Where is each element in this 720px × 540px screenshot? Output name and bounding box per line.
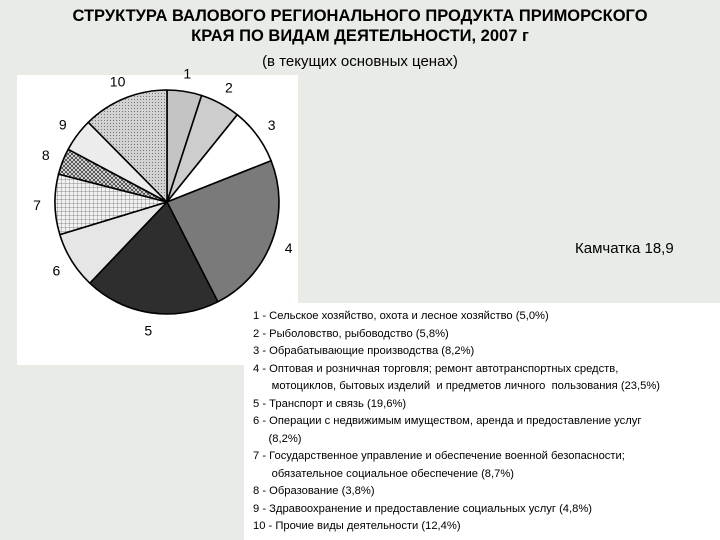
legend-item: 5 - Транспорт и связь (19,6%) — [253, 397, 407, 410]
chart-title — [0, 6, 720, 46]
legend-item: 3 - Обрабатывающие производства (8,2%) — [253, 345, 475, 357]
legend-item: 8 - Образование (3,8%) — [253, 485, 375, 497]
pie-label-10: 10 — [109, 73, 126, 90]
legend-item: 6 - Операции с недвижимым имуществом, аренда и предоставление услуг — [253, 415, 642, 427]
legend-item: (8,2%) — [253, 432, 302, 445]
pie-label-9: 9 — [58, 116, 67, 133]
pie-label-3: 3 — [267, 116, 276, 133]
legend-item: мотоциклов, бытовых изделий и предметов личного пользования (23,5%) — [253, 380, 661, 392]
chart-title-line-2: КРАЯ ПО ВИДАМ ДЕЯТЕЛЬНОСТИ, 2007 г — [191, 27, 529, 45]
legend-item: 1 - Сельское хозяйство, охота и лесное хозяйство (5,0%) — [253, 310, 549, 322]
legend-item: 9 - Здравоохранение и предоставление социальных услуг (4,8%) — [253, 502, 593, 515]
pie-label-4: 4 — [284, 240, 293, 256]
legend-panel — [244, 303, 720, 540]
pie-label-2: 2 — [225, 79, 233, 96]
legend-item: 2 - Рыболовство, рыбоводство (5,8%) — [253, 327, 449, 340]
legend-item: 7 - Государственное управление и обеспечение военной безопасности; — [253, 450, 625, 462]
side-note: Камчатка 18,9 — [575, 240, 674, 257]
legend-item: 4 - Оптовая и розничная торговля; ремонт автотранспортных средств, — [253, 362, 619, 375]
legend-item: обязательное социальное обеспечение (8,7%) — [253, 467, 515, 480]
pie-label-5: 5 — [144, 322, 153, 339]
legend-item: 10 - Прочие виды деятельности (12,4%) — [253, 520, 461, 532]
pie-label-1: 1 — [183, 65, 192, 82]
pie-label-7: 7 — [33, 196, 41, 213]
chart-title-line-1: СТРУКТУРА ВАЛОВОГО РЕГИОНАЛЬНОГО ПРОДУКТА ПРИМОРСКОГО — [72, 7, 648, 25]
pie-label-6: 6 — [52, 262, 61, 279]
chart-subtitle: (в текущих основных ценах) — [262, 53, 458, 70]
pie-label-8: 8 — [41, 146, 50, 163]
